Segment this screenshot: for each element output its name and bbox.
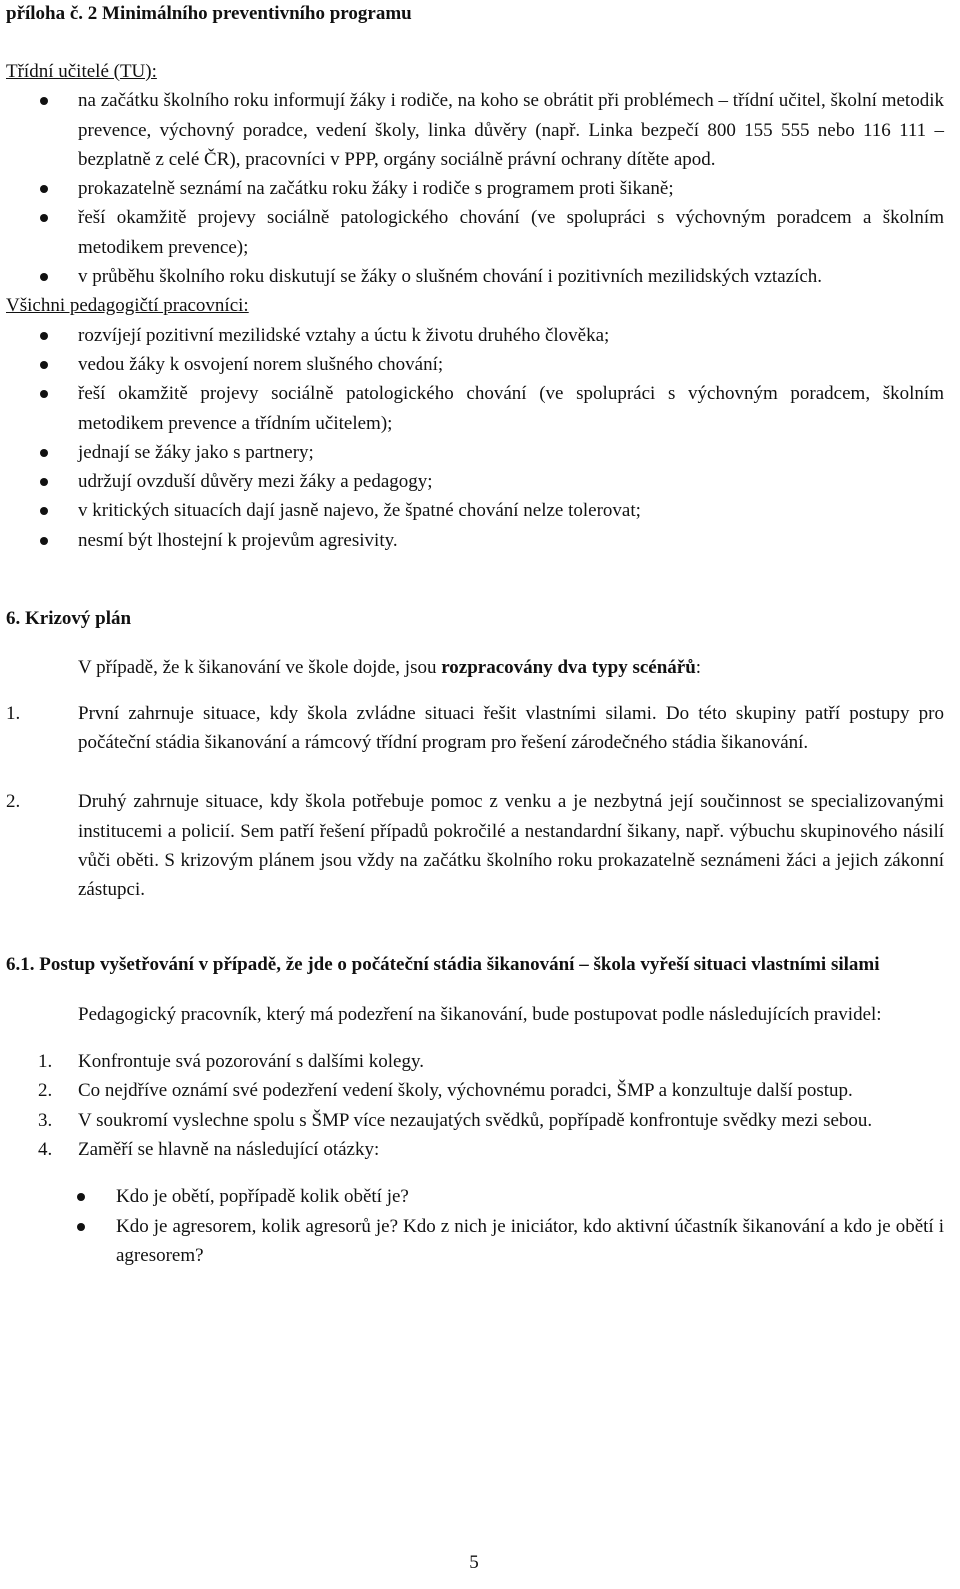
scenario-number: 1. xyxy=(6,702,21,724)
scenario-list xyxy=(6,699,944,905)
list-item: prokazatelně seznámí na začátku roku žáky i rodiče s programem proti šikaně; xyxy=(6,174,944,203)
list-item: Kdo je obětí, popřípadě kolik obětí je? xyxy=(6,1182,944,1211)
scenario-item xyxy=(6,787,944,904)
scenario-item xyxy=(6,699,944,758)
step-item xyxy=(6,1076,944,1105)
list-item: udržují ovzduší důvěry mezi žáky a pedagogy; xyxy=(6,467,944,496)
list-item: na začátku školního roku informují žáky i rodiče, na koho se obrátit při problémech – třídní učitel, školní metodik prevence, výchovný poradce, vedení školy, linka důvěry (např. Linka bezpečí 800 155 555 nebo 116 111 – bezplatně z celé ČR), pracovníci v PPP, orgány sociálně právní ochrany dítěte apod. xyxy=(6,86,944,174)
list-item: Kdo je agresorem, kolik agresorů je? Kdo z nich je iniciátor, kdo aktivní účastník šikanování a kdo je obětí i agresorem? xyxy=(6,1212,944,1271)
list-item: řeší okamžitě projevy sociálně patologického chování (ve spolupráci s výchovným poradcem a školním metodikem prevence); xyxy=(6,203,944,262)
list-item: v kritických situacích dají jasně najevo, že špatné chování nelze tolerovat; xyxy=(6,496,944,525)
crisis-intro-end: : xyxy=(695,657,702,679)
scenario-text: První zahrnuje situace, kdy škola zvládne situaci řešit vlastními silami. Do této skupiny patří postupy pro počáteční stádia šikanování a rámcový třídní program pro řešení zárodečného stádia šikanování. xyxy=(78,702,944,753)
spacer xyxy=(6,28,944,57)
step-text: Konfrontuje svá pozorování s dalšími kolegy. xyxy=(78,1051,424,1073)
step-item xyxy=(6,1106,944,1135)
scenario-text: Druhý zahrnuje situace, kdy škola potřebuje pomoc z venku a je nezbytná její součinnost se specializovanými institucemi a policií. Sem patří řešení případů pokročilé a nestandardní šikany, např. výbuchu skupinového násilí vůči oběti. S krizovým plánem jsou vždy na začátku školního roku prokazatelně seznámeni žáci a jejich zákonní zástupci. xyxy=(78,791,944,901)
staff-list xyxy=(6,321,944,555)
procedure-intro: Pedagogický pracovník, který má podezření na šikanování, bude postupovat podle následujících pravidel: xyxy=(78,1003,882,1025)
crisis-intro-bold: rozpracovány dva typy scénářů xyxy=(441,657,696,679)
list-item: v průběhu školního roku diskutují se žáky o slušném chování i pozitivních mezilidských vztazích. xyxy=(6,262,944,291)
spacer xyxy=(6,1164,944,1182)
step-item xyxy=(6,1047,944,1076)
list-item: rozvíjejí pozitivní mezilidské vztahy a úctu k životu druhého člověka; xyxy=(6,321,944,350)
staff-heading: Všichni pedagogičtí pracovníci: xyxy=(6,295,249,317)
step-text: Zaměří se hlavně na následující otázky: xyxy=(78,1138,380,1160)
spacer xyxy=(6,683,944,699)
procedure-heading: 6.1. Postup vyšetřování v případě, že jde o počáteční stádia šikanování – škola vyřeší situaci vlastními silami xyxy=(6,954,880,976)
step-text: Co nejdříve oznámí své podezření vedení školy, výchovnému poradci, ŠMP a konzultuje další postup. xyxy=(78,1080,853,1102)
crisis-intro-text: V případě, že k šikanování ve škole dojde, jsou xyxy=(78,657,442,679)
document-page xyxy=(6,0,944,1270)
questions-list xyxy=(6,1182,944,1270)
spacer xyxy=(6,633,944,653)
procedure-steps xyxy=(6,1047,944,1164)
scenario-number: 2. xyxy=(6,791,21,813)
step-number: 3. xyxy=(38,1109,53,1131)
tu-heading: Třídní učitelé (TU): xyxy=(6,61,157,82)
list-item: nesmí být lhostejní k projevům agresivity. xyxy=(6,526,944,555)
step-number: 2. xyxy=(38,1080,53,1102)
document-title: příloha č. 2 Minimálního preventivního programu xyxy=(6,3,412,24)
page-number: 5 xyxy=(469,1552,479,1573)
step-text: V soukromí vyslechne spolu s ŠMP více nezaujatých svědků, popřípadě konfrontuje svědky mezi sebou. xyxy=(78,1109,873,1131)
spacer xyxy=(6,1029,944,1047)
spacer xyxy=(6,980,944,1000)
tu-list xyxy=(6,86,944,291)
crisis-intro xyxy=(6,653,944,682)
spacer xyxy=(6,904,944,950)
list-item: jednají se žáky jako s partnery; xyxy=(6,438,944,467)
step-number: 1. xyxy=(38,1051,53,1073)
list-item: vedou žáky k osvojení norem slušného chování; xyxy=(6,350,944,379)
step-number: 4. xyxy=(38,1138,53,1160)
list-item: řeší okamžitě projevy sociálně patologického chování (ve spolupráci s výchovným poradcem, školním metodikem prevence a třídním učitelem); xyxy=(6,379,944,438)
step-item xyxy=(6,1135,944,1164)
spacer xyxy=(6,555,944,604)
crisis-heading: 6. Krizový plán xyxy=(6,608,132,630)
